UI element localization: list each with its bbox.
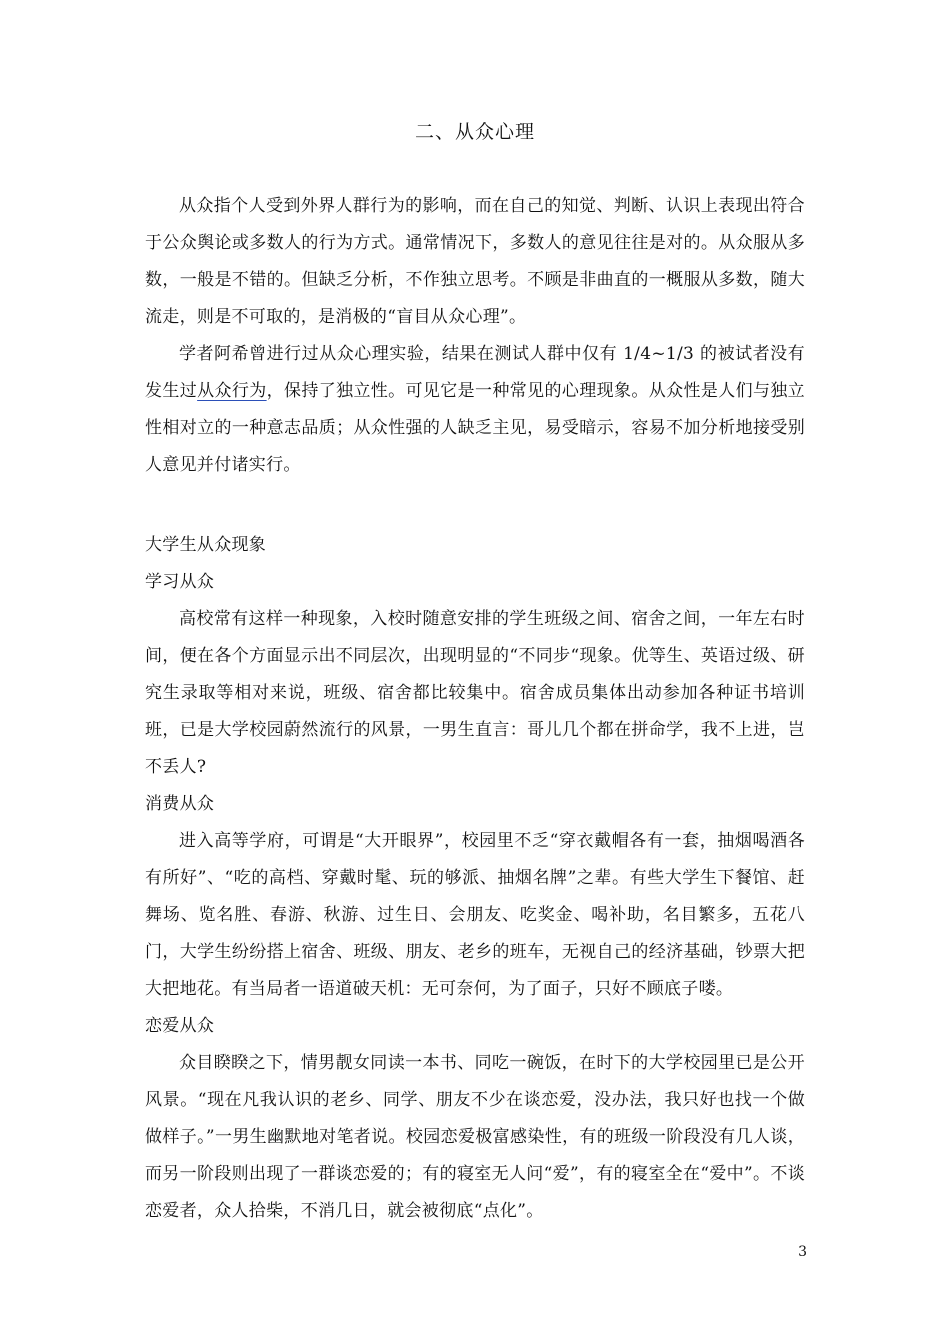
section-heading-college-conformity: 大学生从众现象 [145, 535, 267, 555]
study-conformity-paragraph: 高校常有这样一种现象，入校时随意安排的学生班级之间、宿舍之间，一年左右时间，便在各个方面显示出不同层次，出现明显的“不同步“现象。优等生、英语过级、研究生录取等相对来说，班级、宿舍都比较集中。宿舍成员集体出动参加各种证书培训班，已是大学校园蔚然流行的风景，一男生直言：哥儿几个都在拼命学，我不上进，岂不丢人? [145, 609, 805, 777]
college-section [145, 527, 805, 1230]
conformity-behavior-link[interactable]: 从众行为 [197, 381, 267, 401]
intro-section [145, 188, 805, 484]
subheading-consumption-conformity: 消费从众 [145, 794, 215, 814]
paragraph-text: 学者阿希曾进行过从众心理实验，结果在测试人群中仅有 1/4~1/3 的被试者没有发生过 [145, 344, 805, 401]
intro-paragraph-2 [145, 336, 805, 484]
love-conformity-paragraph: 众目睽睽之下，情男靓女同读一本书、同吃一碗饭，在时下的大学校园里已是公开风景。“现在凡我认识的老乡、同学、朋友不少在谈恋爱，没办法，我只好也找一个做做样子。”一男生幽默地对笔者说。校园恋爱极富感染性，有的班级一阶段没有几人谈，而另一阶段则出现了一群谈恋爱的；有的寝室无人问“爱”，有的寝室全在“爱中”。不谈恋爱者，众人拾柴，不消几日，就会被彻底“点化”。 [145, 1053, 805, 1221]
paragraph-text: ，保持了独立性。可见它是一种常见的心理现象。从众性是人们与独立性相对立的一种意志品质；从众性强的人缺乏主见，易受暗示，容易不加分析地接受别人意见并付诸实行。 [145, 381, 805, 475]
page-title: 二、从众心理 [414, 121, 535, 143]
subheading-love-conformity: 恋爱从众 [145, 1016, 215, 1036]
page-number: 3 [798, 1244, 807, 1260]
intro-paragraph-1: 从众指个人受到外界人群行为的影响，而在自己的知觉、判断、认识上表现出符合于公众舆论或多数人的行为方式。通常情况下，多数人的意见往往是对的。从众服从多数，一般是不错的。但缺乏分析，不作独立思考。不顾是非曲直的一概服从多数，随大流走，则是不可取的，是消极的“盲目从众心理”。 [145, 196, 805, 327]
consumption-conformity-paragraph: 进入高等学府，可谓是“大开眼界”，校园里不乏“穿衣戴帽各有一套，抽烟喝酒各有所好”、“吃的高档、穿戴时髦、玩的够派、抽烟名牌”之辈。有些大学生下餐馆、赶舞场、览名胜、春游、秋游、过生日、会朋友、吃奖金、喝补助，名目繁多，五花八门，大学生纷纷搭上宿舍、班级、朋友、老乡的班车，无视自己的经济基础，钞票大把大把地花。有当局者一语道破天机：无可奈何，为了面子，只好不顾底子喽。 [145, 831, 805, 999]
subheading-study-conformity: 学习从众 [145, 572, 215, 592]
